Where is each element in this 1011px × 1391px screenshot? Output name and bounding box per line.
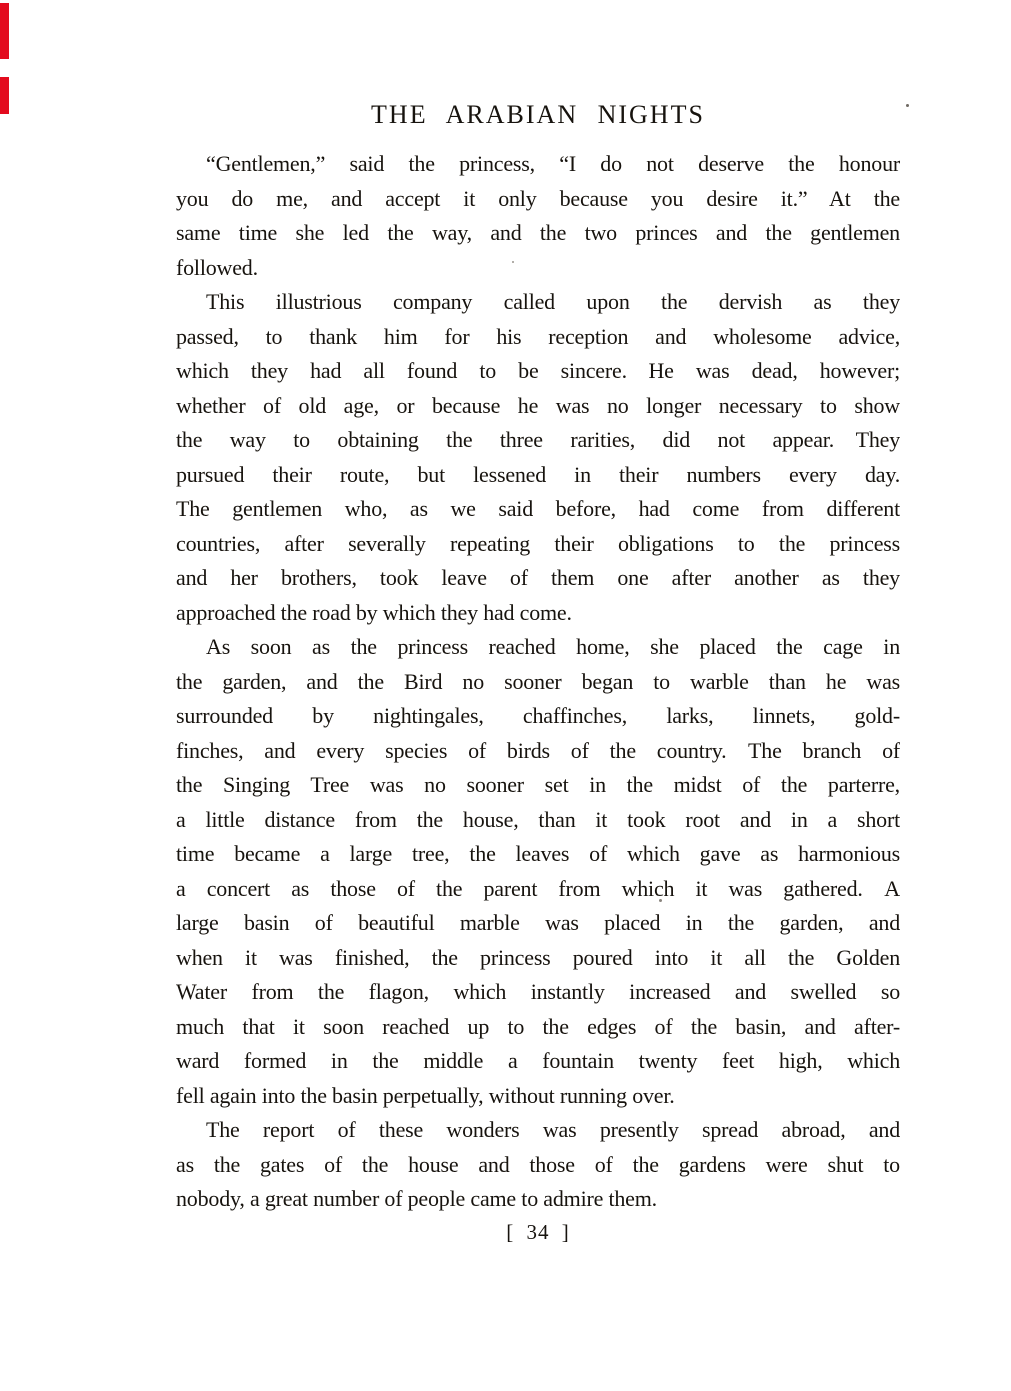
paragraph: [176, 285, 900, 630]
red-scan-mark: [0, 77, 9, 114]
text-line: a little distance from the house, than it took root and in a short: [176, 806, 900, 832]
text-line: the way to obtaining the three rarities, did not appear. They: [176, 427, 900, 452]
text-line: you do me, and accept it only because you desire it.” At the: [176, 185, 900, 211]
paragraph: [176, 630, 900, 1113]
paragraphs: [176, 147, 900, 1217]
text-line: approached the road by which they had come.: [176, 599, 572, 625]
text-line: same time she led the way, and the two princes and the gentlemen: [176, 220, 900, 245]
text-line: ward formed in the middle a fountain twenty feet high, which: [176, 1048, 900, 1073]
text-line: passed, to thank him for his reception and wholesome advice,: [176, 323, 900, 349]
text-line: The report of these wonders was presently spread abroad, and: [206, 1117, 900, 1142]
text-line: Water from the flagon, which instantly increased and swelled so: [176, 979, 900, 1004]
page-title: THE ARABIAN NIGHTS: [371, 100, 705, 129]
text-line: surrounded by nightingales, chaffinches, larks, linnets, gold-: [176, 703, 900, 728]
text-line: finches, and every species of birds of the country. The branch of: [176, 737, 900, 763]
scan-speck: [906, 104, 909, 107]
book-page: [176, 100, 900, 1247]
text-line: followed.: [176, 254, 258, 280]
text-line: whether of old age, or because he was no longer necessary to show: [176, 392, 900, 418]
text-line: time became a large tree, the leaves of which gave as harmonious: [176, 841, 900, 866]
text-line: when it was finished, the princess poured into it all the Golden: [176, 944, 900, 970]
text-line: As soon as the princess reached home, she placed the cage in: [206, 634, 900, 659]
text-line: which they had all found to be sincere. He was dead, however;: [176, 358, 900, 383]
page-number: [ 34 ]: [506, 1219, 570, 1244]
text-line: pursued their route, but lessened in their numbers every day.: [176, 461, 900, 487]
text-line: “Gentlemen,” said the princess, “I do not deserve the honour: [206, 151, 900, 176]
text-line: the garden, and the Bird no sooner began to warble than he was: [176, 668, 900, 694]
text-line: The gentlemen who, as we said before, had come from different: [176, 496, 900, 521]
text-line: countries, after severally repeating their obligations to the princess: [176, 530, 900, 556]
red-scan-mark: [0, 3, 9, 59]
text-line: the Singing Tree was no sooner set in the midst of the parterre,: [176, 772, 900, 797]
text-line: as the gates of the house and those of the gardens were shut to: [176, 1151, 900, 1177]
text-line: much that it soon reached up to the edges of the basin, and after-: [176, 1013, 900, 1039]
text-line: This illustrious company called upon the dervish as they: [206, 289, 900, 314]
text-line: fell again into the basin perpetually, without running over.: [176, 1082, 675, 1108]
text-line: and her brothers, took leave of them one after another as they: [176, 565, 900, 590]
text-line: nobody, a great number of people came to admire them.: [176, 1186, 657, 1211]
paragraph: [176, 147, 900, 285]
paragraph: [176, 1113, 900, 1217]
text-line: a concert as those of the parent from which it was gathered. A: [176, 875, 900, 901]
text-line: large basin of beautiful marble was placed in the garden, and: [176, 910, 900, 935]
